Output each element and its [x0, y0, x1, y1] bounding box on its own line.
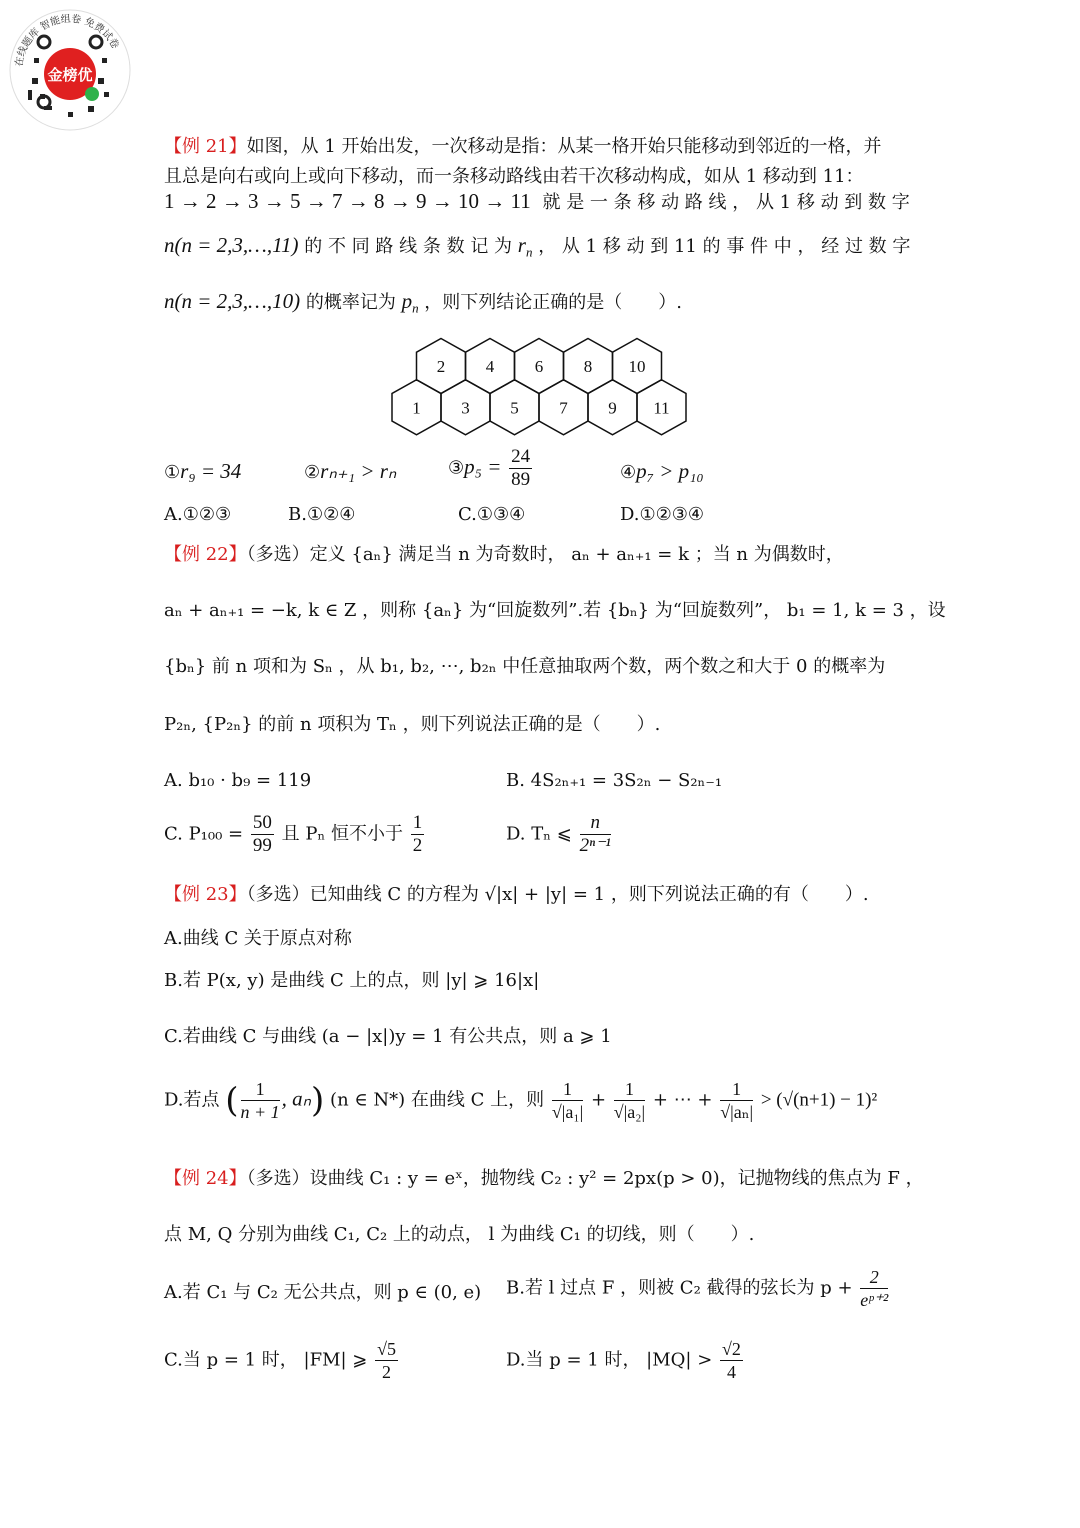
- ex22-line2: aₙ + aₙ₊₁ = −k, k ∈ Z ，则称 {aₙ} 为“回旋数列”.若 {bₙ} 为“回旋数列”， b₁ = 1, k = 3 ，设: [164, 600, 946, 621]
- ex23-option-b[interactable]: B.若 P(x, y) 是曲线 C 上的点，则 |y| ⩾ 16|x|: [164, 970, 540, 991]
- mini-program-icon: [85, 87, 99, 101]
- ex22-option-a[interactable]: A. b₁₀ · b₉ = 119: [164, 770, 312, 791]
- ex22-line3: {bₙ} 前 n 项和为 Sₙ ，从 b₁, b₂, ⋯, b₂ₙ 中任意抽取两个数，两个数之和大于 0 的概率为: [164, 656, 886, 677]
- ex21-line1: 【例 21】如图，从 1 开始出发，一次移动是指：从某一格开始只能移动到邻近的一格，并: [164, 136, 882, 157]
- ex22-line4: P₂ₙ, {P₂ₙ} 的前 n 项积为 Tₙ ，则下列说法正确的是（ ）.: [164, 714, 661, 735]
- ex24-option-c[interactable]: C.当 p = 1 时， |FM| ⩾ $\frac{√5}{2}$: [164, 1339, 396, 1382]
- hex-cell-1: 1: [412, 398, 421, 418]
- hex-cell-11: 11: [653, 398, 670, 418]
- ex22-line1: 【例 22】（多选）定义 {aₙ} 满足当 n 为奇数时， aₙ + aₙ₊₁ = k ；当 n 为偶数时，: [164, 544, 844, 565]
- logo-center-text: 金榜优: [47, 66, 93, 84]
- ex24-line1: 【例 24】（多选）设曲线 C₁ : y = eˣ，抛物线 C₂ : y² = 2px(p > 0)，记抛物线的焦点为 F ，: [164, 1168, 924, 1189]
- hex-cell-7: 7: [559, 398, 568, 418]
- ex21-option-a[interactable]: A.①②③: [164, 504, 232, 525]
- hex-cell-3: 3: [461, 398, 470, 418]
- ex24-line2: 点 M, Q 分别为曲线 C₁, C₂ 上的动点， l 为曲线 C₁ 的切线，则（ ）.: [164, 1224, 755, 1245]
- ex21-line2: 且总是向右或向上或向下移动，而一条移动路线由若干次移动构成，如从 1 移动到 11：: [164, 166, 864, 187]
- ex24-option-a[interactable]: A.若 C₁ 与 C₂ 无公共点，则 p ∈ (0, e): [164, 1282, 482, 1303]
- hex-cell-4: 4: [485, 357, 495, 376]
- ex21-option-d[interactable]: D.①②③④: [620, 504, 705, 525]
- ex24-option-b[interactable]: B.若 l 过点 F ，则被 C₂ 截得的弦长为 p + $\frac{2}{\text{eᵖ⁺²}}$: [506, 1267, 889, 1310]
- ex21-tag: 【例 21】: [164, 136, 247, 157]
- ex21-line5: n(n = 2,3,…,10) 的概率记为 $p_n$ ，则下列结论正确的是（ ）.: [164, 289, 683, 316]
- ex22-option-d[interactable]: D. Tₙ ⩽ $\frac{n}{\text{2ⁿ⁻¹}}$: [506, 812, 611, 856]
- ex22-option-b[interactable]: B. 4S₂ₙ₊₁ = 3S₂ₙ − S₂ₙ₋₁: [506, 770, 723, 791]
- ex24-option-d[interactable]: D.当 p = 1 时， |MQ| > $\frac{√2}{4}$: [506, 1339, 741, 1382]
- brand-logo: [8, 8, 132, 132]
- ex21-statement-1: ①r₉ = 34: [164, 459, 242, 483]
- ex23-option-d[interactable]: D.若点 ( $\frac{1}{n + 1}$ , aₙ) (n ∈ N*) 在曲线 C 上，则 $\frac{1}{\text{√|a₁|}}$ + $\frac{1}{\text{√|a₂|}}$ + ⋯ + $\frac{1}{\text{√|aₙ|}}$ > (√(n+1) − 1)²: [164, 1079, 878, 1122]
- ex21-statement-3: ③p₅ = $\frac{24}{89}$: [448, 446, 531, 490]
- ex21-option-c[interactable]: C.①③④: [458, 504, 526, 525]
- hexagon-path-figure: [380, 334, 690, 444]
- ex22-option-c[interactable]: C. P₁₀₀ = $\frac{50}{99}$ 且 Pₙ 恒不小于 $\frac{1}{2}$: [164, 812, 423, 856]
- ex21-line4: n(n = 2,3,…,11) 的 不 同 路 线 条 数 记 为 $r_n$ ， 从 1 移 动 到 11 的 事 件 中 ， 经 过 数 字: [164, 233, 911, 260]
- ex21-line3: 1 → 2 → 3 → 5 → 7 → 8 → 9 → 10 → 11 就 是 一 条 移 动 路 线 ， 从 1 移 动 到 数 字: [164, 189, 910, 213]
- hex-cell-2: 2: [436, 357, 446, 376]
- hex-cell-10: 10: [628, 357, 646, 376]
- ex23-option-a[interactable]: A.曲线 C 关于原点对称: [164, 928, 352, 949]
- hex-cell-5: 5: [510, 398, 519, 418]
- ex21-statement-2: ②rₙ₊₁ > rₙ: [304, 459, 397, 483]
- logo-ring-text: 在线题库 智能组卷 免费试卷: [13, 13, 121, 68]
- hex-cell-6: 6: [534, 357, 544, 376]
- hex-cell-9: 9: [608, 398, 617, 418]
- ex23-option-c[interactable]: C.若曲线 C 与曲线 (a − |x|)y = 1 有公共点，则 a ⩾ 1: [164, 1026, 612, 1047]
- hex-cell-8: 8: [583, 357, 593, 376]
- ex23-line1: 【例 23】（多选）已知曲线 C 的方程为 √|x| + |y| = 1 ，则下列说法正确的有（ ）.: [164, 884, 869, 905]
- ex21-option-b[interactable]: B.①②④: [288, 504, 356, 525]
- ex21-statement-4: ④p₇ > p₁₀: [620, 459, 704, 483]
